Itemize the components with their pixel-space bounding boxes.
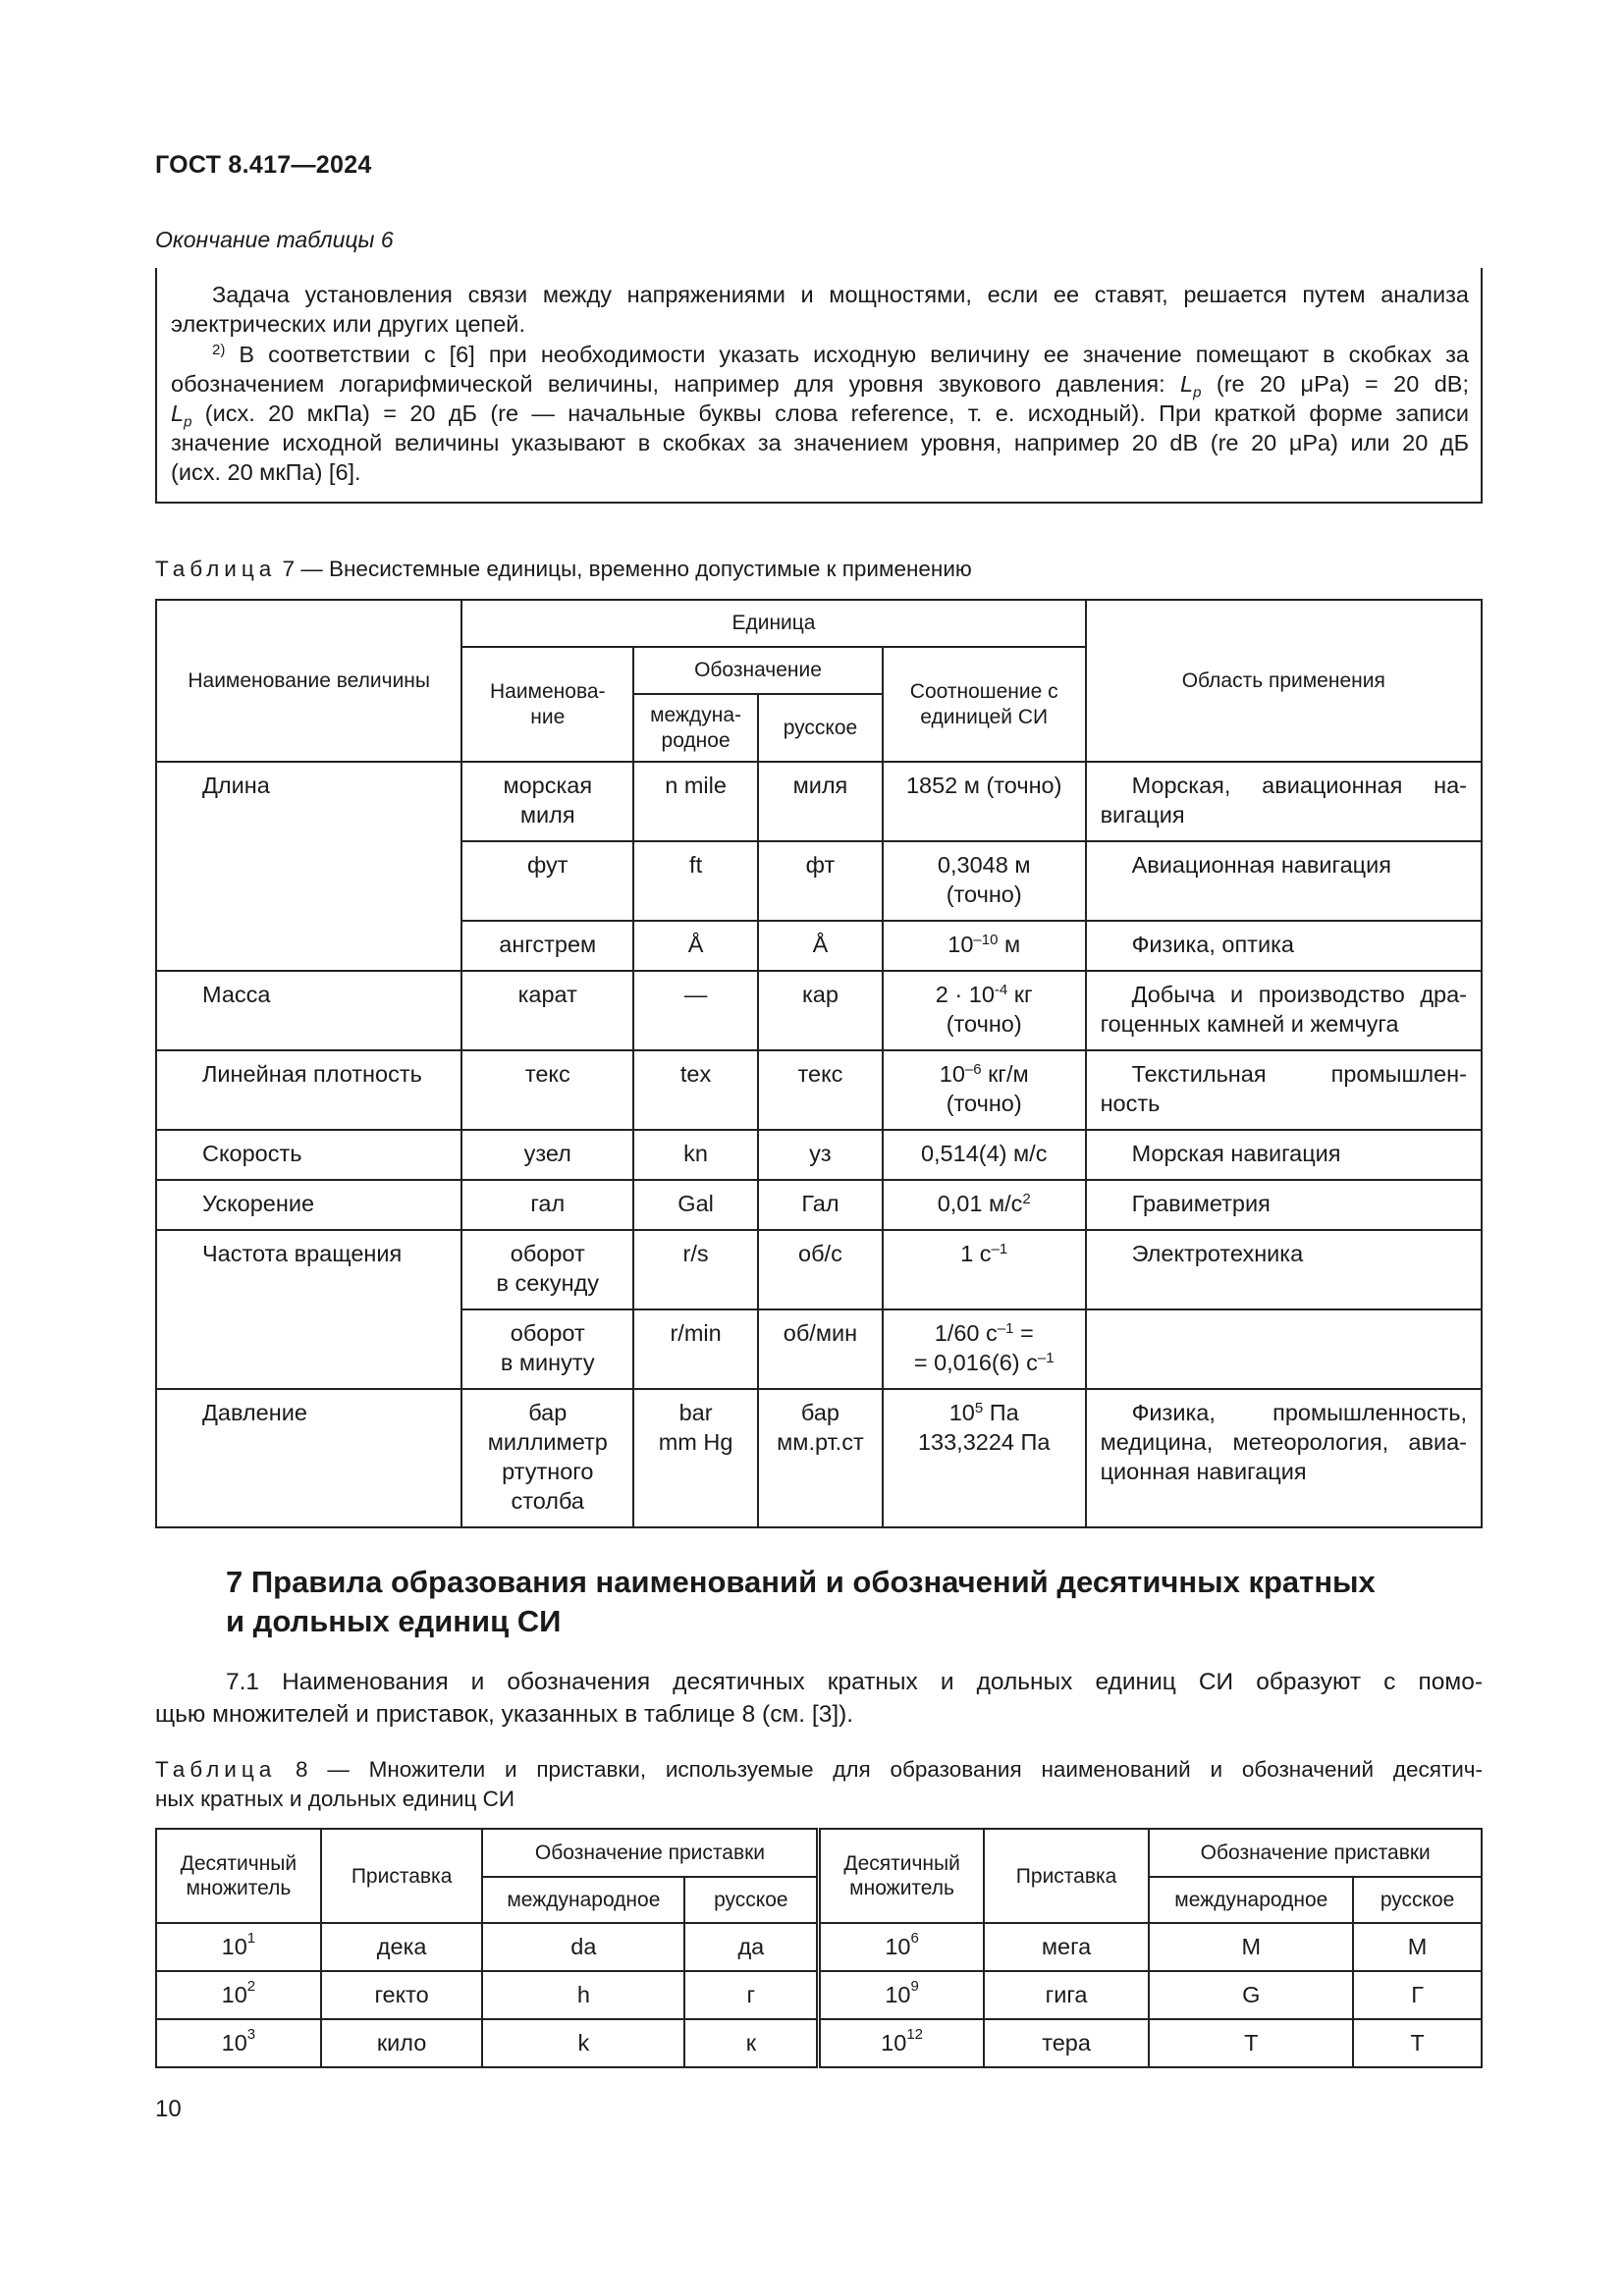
header-designation-2: Обозначение приставки: [1149, 1829, 1482, 1877]
note1-line1: Задача установления связи между напряжениями и мощностями, если ее ставят, решается путем анализа: [212, 282, 1469, 307]
table7-non-si-units: [155, 599, 1483, 1528]
note2-line1: $^{2)}$ В соответствии с [6] при необходимости указать исходную величину ее значение помещают в скобках за: [212, 342, 1469, 367]
header-quantity: Наименование величины: [156, 600, 461, 762]
header-prefix: Приставка: [321, 1829, 483, 1923]
table-row: Линейная плотность текс tex текс $10^{-6}$ кг/м (точно) Текстильная промышлен- ность: [156, 1050, 1482, 1130]
note2-line4: значение исходной величины указывают в скобках за значением уровня, например 20 dB (re 20 μPa) или 20 дБ: [171, 430, 1469, 455]
header-multiplier: Десятичный множитель: [156, 1829, 321, 1923]
table8-prefixes: [155, 1828, 1483, 2068]
header-multiplier-2: Десятичный множитель: [819, 1829, 984, 1923]
header-rus: русское: [684, 1877, 819, 1923]
table8-caption: Таблица 8 — Множители и приставки, используемые для образования наименований и обозначений десятич- ных кратных и дольных единиц СИ: [155, 1757, 1483, 1811]
table-row: оборот в минуту r/min об/мин 1/60 $с^{-1}$ = = 0,016(6) $с^{-1}$: [156, 1309, 1482, 1389]
header-intl: междуна- родное: [633, 694, 758, 762]
header-intl: международное: [482, 1877, 684, 1923]
header-rus: русское: [758, 694, 883, 762]
paragraph-7-1: 7.1 Наименования и обозначения десятичных кратных и дольных единиц СИ образуют с помо- щью множителей и приставок, указанных в таблице 8 (см. [3]).: [155, 1669, 1483, 1728]
header-ratio: Соотношение с единицей СИ: [883, 647, 1086, 762]
page-number: 10: [155, 2096, 182, 2122]
quantity-cell: Длина: [156, 762, 461, 971]
header-intl-2: международное: [1149, 1877, 1353, 1923]
section7-heading: 7 Правила образования наименований и обозначений десятичных кратных и дольных единиц СИ: [226, 1565, 1376, 1638]
note2-marker: 2): [212, 342, 226, 358]
table-row: $10^3$ кило k к $10^{12}$ тера T Т: [156, 2019, 1482, 2067]
note1-line2: электрических или других цепей.: [171, 311, 525, 337]
note2-line3: $L_p$ (исх. 20 мкПа) = 20 дБ (re — начальные буквы слова reference, т. е. исходный). При краткой форме записи: [171, 400, 1469, 431]
header-unit-name: Наименова- ние: [461, 647, 633, 762]
table-row: Частота вращения оборот в секунду r/s об/с 1 $с^{-1}$ Электротехника: [156, 1230, 1482, 1309]
table-row: ангстрем Å Å $10^{-10}$ м Физика, оптика: [156, 921, 1482, 971]
table-row: $10^1$ дека da да $10^6$ мега M М: [156, 1923, 1482, 1971]
header-designation: Обозначение: [633, 647, 883, 694]
document-standard-header: ГОСТ 8.417—2024: [155, 151, 372, 179]
table6-notes-box: [155, 268, 1483, 504]
table-row: Масса карат — кар $2 \cdot 10^{-4}$ кг (точно) Добыча и производство дра- гоценных камней и жемчуга: [156, 971, 1482, 1050]
table-row: $10^2$ гекто h г $10^9$ гига G Г: [156, 1971, 1482, 2019]
table-row: Скорость узел kn уз 0,514(4) м/с Морская навигация: [156, 1130, 1482, 1180]
header-prefix-2: Приставка: [984, 1829, 1150, 1923]
table-row: Ускорение гал Gal Гал 0,01 $м/с^2$ Гравиметрия: [156, 1180, 1482, 1230]
table7-caption: Таблица 7 — Внесистемные единицы, временно допустимые к применению: [155, 557, 972, 581]
note2-line2: обозначением логарифмической величины, например для уровня звукового давления: $L_p$ (re 20 μPa) = 20 dB;: [171, 371, 1469, 401]
table-row: фут ft фт 0,3048 м (точно) Авиационная навигация: [156, 841, 1482, 921]
note2-line5: (исх. 20 мкПа) [6].: [171, 459, 361, 485]
table-row: Давление бар миллиметр ртутного столба bar mm Hg бар мм.рт.ст $10^5$ Па 133,3224 Па Физика, промышленность, медицина, метеорология, авиа- ционная навигация: [156, 1389, 1482, 1527]
header-area: Область применения: [1086, 600, 1482, 762]
table-row: Длина морская миля n mile миля 1852 м (точно) Морская, авиационная на- вигация: [156, 762, 1482, 841]
header-designation: Обозначение приставки: [482, 1829, 818, 1877]
header-unit: Единица: [461, 600, 1085, 647]
table6-continuation-caption: Окончание таблицы 6: [155, 227, 394, 252]
header-rus-2: русское: [1353, 1877, 1482, 1923]
